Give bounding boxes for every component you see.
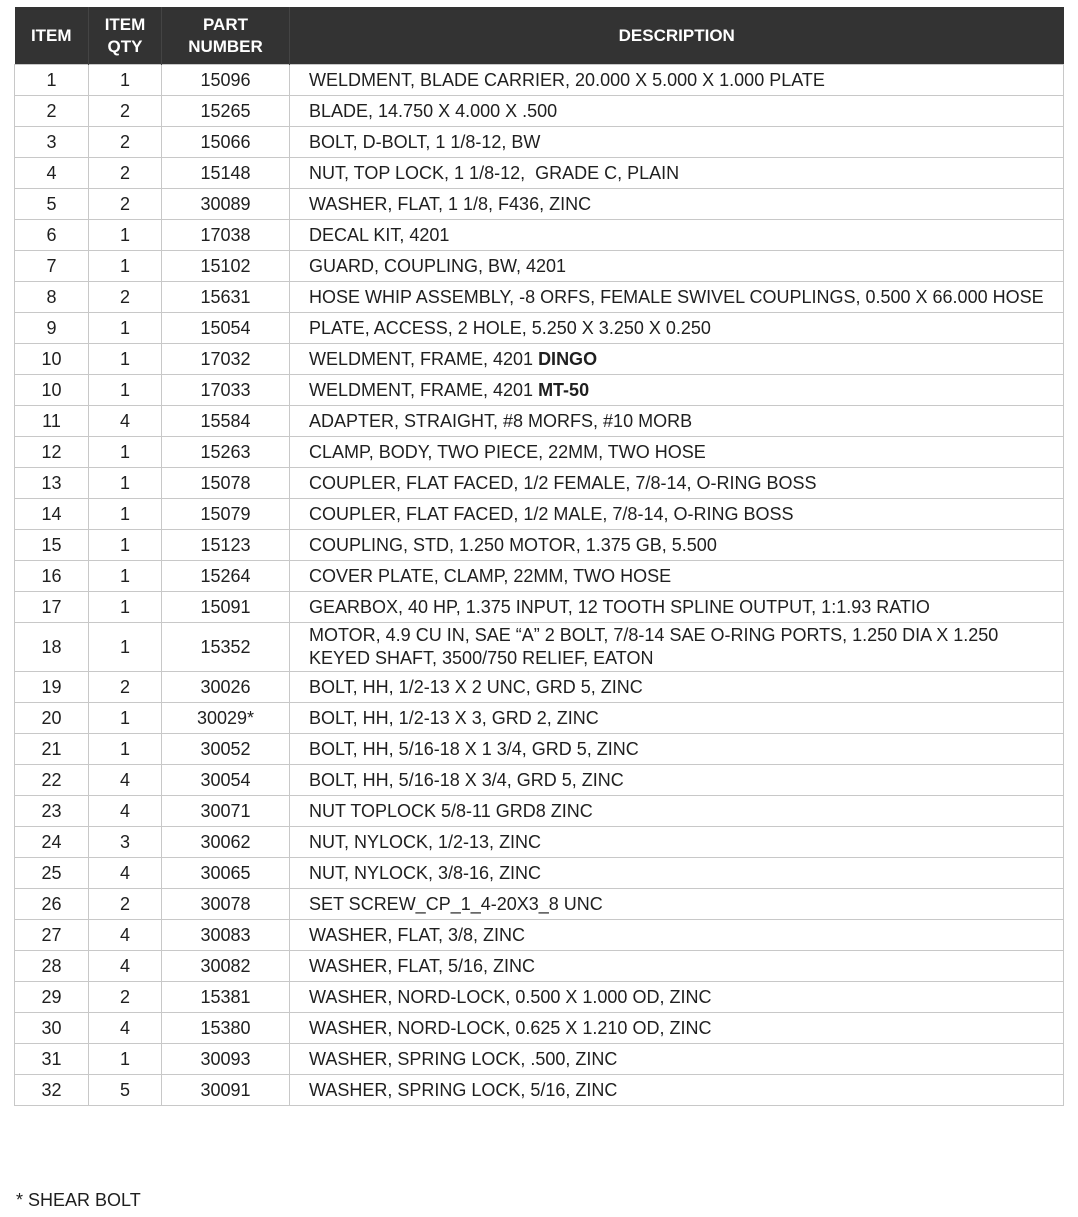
table-row	[15, 530, 1064, 561]
description-text: PLATE, ACCESS, 2 HOLE, 5.250 X 3.250 X 0.250	[309, 317, 711, 338]
table-row	[15, 623, 1064, 672]
cell-description	[290, 672, 1064, 703]
table-row	[15, 437, 1064, 468]
cell-description	[290, 703, 1064, 734]
cell-item: 26	[15, 889, 89, 920]
cell-qty: 1	[89, 251, 162, 282]
cell-item: 32	[15, 1075, 89, 1106]
cell-part-number: 15123	[162, 530, 290, 561]
cell-part-number: 15078	[162, 468, 290, 499]
description-text: WASHER, FLAT, 1 1/8, F436, ZINC	[309, 193, 592, 214]
cell-part-number: 30082	[162, 951, 290, 982]
cell-description	[290, 468, 1064, 499]
cell-qty: 2	[89, 282, 162, 313]
cell-item: 29	[15, 982, 89, 1013]
cell-item: 19	[15, 672, 89, 703]
table-row	[15, 561, 1064, 592]
cell-qty: 5	[89, 1075, 162, 1106]
header-description	[290, 7, 1064, 65]
cell-description	[290, 623, 1064, 672]
cell-qty: 1	[89, 344, 162, 375]
cell-item: 17	[15, 592, 89, 623]
table-row	[15, 65, 1064, 96]
cell-item: 23	[15, 796, 89, 827]
cell-part-number: 30054	[162, 765, 290, 796]
table-row	[15, 344, 1064, 375]
description-text: COVER PLATE, CLAMP, 22MM, TWO HOSE	[309, 565, 672, 586]
cell-description	[290, 96, 1064, 127]
cell-part-number: 30026	[162, 672, 290, 703]
cell-part-number: 15102	[162, 251, 290, 282]
cell-qty: 2	[89, 158, 162, 189]
cell-description	[290, 982, 1064, 1013]
description-text: BLADE, 14.750 X 4.000 X .500	[309, 100, 558, 121]
table-row	[15, 951, 1064, 982]
cell-qty: 1	[89, 623, 162, 672]
description-text: BOLT, HH, 5/16-18 X 3/4, GRD 5, ZINC	[309, 769, 624, 790]
cell-qty: 4	[89, 920, 162, 951]
table-row	[15, 282, 1064, 313]
table-body	[15, 65, 1064, 1106]
cell-item: 12	[15, 437, 89, 468]
cell-item: 20	[15, 703, 89, 734]
cell-part-number: 15264	[162, 561, 290, 592]
description-text: COUPLING, STD, 1.250 MOTOR, 1.375 GB, 5.500	[309, 534, 717, 555]
cell-description	[290, 499, 1064, 530]
cell-qty: 1	[89, 313, 162, 344]
cell-description	[290, 375, 1064, 406]
cell-item: 31	[15, 1044, 89, 1075]
cell-qty: 2	[89, 889, 162, 920]
cell-qty: 2	[89, 96, 162, 127]
table-row	[15, 920, 1064, 951]
cell-part-number: 15148	[162, 158, 290, 189]
cell-item: 2	[15, 96, 89, 127]
table-row	[15, 499, 1064, 530]
description-text: DECAL KIT, 4201	[309, 224, 450, 245]
header-row	[15, 7, 1064, 65]
cell-qty: 4	[89, 951, 162, 982]
cell-description	[290, 344, 1064, 375]
table-header	[15, 7, 1064, 65]
description-text: WASHER, NORD-LOCK, 0.625 X 1.210 OD, ZINC	[309, 1017, 712, 1038]
description-text: WELDMENT, FRAME, 4201	[309, 379, 539, 400]
header-description-label: DESCRIPTION	[618, 25, 735, 45]
header-item-label: ITEM	[30, 25, 72, 45]
cell-item: 6	[15, 220, 89, 251]
header-qty-line2: QTY	[107, 36, 143, 56]
cell-item: 5	[15, 189, 89, 220]
cell-item: 13	[15, 468, 89, 499]
header-part-line1: PART	[202, 14, 248, 34]
cell-item: 4	[15, 158, 89, 189]
cell-item: 11	[15, 406, 89, 437]
cell-part-number: 30071	[162, 796, 290, 827]
cell-qty: 1	[89, 1044, 162, 1075]
cell-part-number: 15265	[162, 96, 290, 127]
table-row	[15, 189, 1064, 220]
description-text: NUT, TOP LOCK, 1 1/8-12, GRADE C, PLAIN	[309, 162, 680, 183]
table-row	[15, 468, 1064, 499]
cell-part-number: 15066	[162, 127, 290, 158]
cell-item: 24	[15, 827, 89, 858]
description-text: CLAMP, BODY, TWO PIECE, 22MM, TWO HOSE	[309, 441, 706, 462]
table-row	[15, 982, 1064, 1013]
cell-description	[290, 282, 1064, 313]
cell-qty: 1	[89, 65, 162, 96]
table-row	[15, 1013, 1064, 1044]
parts-list-table	[14, 7, 1064, 1106]
cell-description	[290, 858, 1064, 889]
cell-item: 25	[15, 858, 89, 889]
cell-description	[290, 1075, 1064, 1106]
table-row	[15, 827, 1064, 858]
cell-item: 8	[15, 282, 89, 313]
cell-item: 10	[15, 375, 89, 406]
cell-part-number: 15079	[162, 499, 290, 530]
cell-description	[290, 796, 1064, 827]
cell-part-number: 30093	[162, 1044, 290, 1075]
cell-part-number: 30078	[162, 889, 290, 920]
cell-item: 16	[15, 561, 89, 592]
cell-item: 15	[15, 530, 89, 561]
cell-description	[290, 158, 1064, 189]
table-row	[15, 406, 1064, 437]
description-text: NUT, NYLOCK, 1/2-13, ZINC	[309, 831, 542, 852]
cell-description	[290, 951, 1064, 982]
description-text: WASHER, SPRING LOCK, 5/16, ZINC	[309, 1079, 618, 1100]
cell-description	[290, 437, 1064, 468]
cell-item: 3	[15, 127, 89, 158]
cell-part-number: 30052	[162, 734, 290, 765]
cell-part-number: 15091	[162, 592, 290, 623]
header-item-qty	[89, 7, 162, 65]
description-text: COUPLER, FLAT FACED, 1/2 MALE, 7/8-14, O-RING BOSS	[309, 503, 794, 524]
cell-part-number: 15352	[162, 623, 290, 672]
table-row	[15, 127, 1064, 158]
cell-qty: 2	[89, 982, 162, 1013]
cell-qty: 1	[89, 220, 162, 251]
cell-description	[290, 406, 1064, 437]
table-row	[15, 158, 1064, 189]
cell-qty: 1	[89, 375, 162, 406]
cell-description	[290, 189, 1064, 220]
cell-part-number: 30083	[162, 920, 290, 951]
description-text: WASHER, SPRING LOCK, .500, ZINC	[309, 1048, 618, 1069]
table-row	[15, 592, 1064, 623]
cell-qty: 3	[89, 827, 162, 858]
cell-qty: 4	[89, 1013, 162, 1044]
table-row	[15, 765, 1064, 796]
cell-part-number: 17038	[162, 220, 290, 251]
description-text: BOLT, HH, 1/2-13 X 3, GRD 2, ZINC	[309, 707, 599, 728]
header-part-number	[162, 7, 290, 65]
cell-description	[290, 827, 1064, 858]
cell-description	[290, 65, 1064, 96]
cell-qty: 1	[89, 468, 162, 499]
cell-qty: 1	[89, 499, 162, 530]
cell-part-number: 15584	[162, 406, 290, 437]
description-text: NUT TOPLOCK 5/8-11 GRD8 ZINC	[309, 800, 593, 821]
description-text: ADAPTER, STRAIGHT, #8 MORFS, #10 MORB	[309, 410, 693, 431]
cell-description	[290, 592, 1064, 623]
description-text: GEARBOX, 40 HP, 1.375 INPUT, 12 TOOTH SPLINE OUTPUT, 1:1.93 RATIO	[309, 596, 930, 617]
cell-part-number: 17032	[162, 344, 290, 375]
cell-item: 30	[15, 1013, 89, 1044]
description-model-bold: DINGO	[538, 348, 598, 369]
cell-item: 9	[15, 313, 89, 344]
table-row	[15, 251, 1064, 282]
cell-description	[290, 220, 1064, 251]
cell-part-number: 15380	[162, 1013, 290, 1044]
cell-qty: 4	[89, 796, 162, 827]
cell-part-number: 30091	[162, 1075, 290, 1106]
cell-description	[290, 530, 1064, 561]
description-text: MOTOR, 4.9 CU IN, SAE “A” 2 BOLT, 7/8-14 SAE O-RING PORTS, 1.250 DIA X 1.250 KEYED SHAFT, 3500/750 RELIEF, EATON	[309, 625, 1004, 668]
cell-part-number: 30029*	[162, 703, 290, 734]
table-row	[15, 375, 1064, 406]
table-row	[15, 1075, 1064, 1106]
cell-part-number: 30089	[162, 189, 290, 220]
description-text: NUT, NYLOCK, 3/8-16, ZINC	[309, 862, 542, 883]
description-text: WELDMENT, FRAME, 4201	[309, 348, 539, 369]
description-text: SET SCREW_CP_1_4-20X3_8 UNC	[309, 893, 603, 914]
cell-qty: 1	[89, 530, 162, 561]
cell-part-number: 17033	[162, 375, 290, 406]
cell-description	[290, 561, 1064, 592]
footnote: * SHEAR BOLT	[16, 1190, 141, 1210]
cell-part-number: 30062	[162, 827, 290, 858]
cell-description	[290, 1044, 1064, 1075]
cell-description	[290, 313, 1064, 344]
table-row	[15, 1044, 1064, 1075]
cell-part-number: 15631	[162, 282, 290, 313]
description-text: COUPLER, FLAT FACED, 1/2 FEMALE, 7/8-14, O-RING BOSS	[309, 472, 817, 493]
table-row	[15, 220, 1064, 251]
cell-item: 21	[15, 734, 89, 765]
cell-item: 10	[15, 344, 89, 375]
cell-description	[290, 889, 1064, 920]
table-row	[15, 889, 1064, 920]
cell-description	[290, 765, 1064, 796]
description-text: WASHER, FLAT, 3/8, ZINC	[309, 924, 526, 945]
cell-qty: 1	[89, 734, 162, 765]
table-row	[15, 96, 1064, 127]
cell-description	[290, 127, 1064, 158]
description-text: GUARD, COUPLING, BW, 4201	[309, 255, 567, 276]
description-text: HOSE WHIP ASSEMBLY, -8 ORFS, FEMALE SWIVEL COUPLINGS, 0.500 X 66.000 HOSE	[309, 286, 1044, 307]
header-item	[15, 7, 89, 65]
cell-qty: 1	[89, 592, 162, 623]
cell-part-number: 15054	[162, 313, 290, 344]
cell-part-number: 15263	[162, 437, 290, 468]
description-text: WELDMENT, BLADE CARRIER, 20.000 X 5.000 X 1.000 PLATE	[309, 69, 825, 90]
table-row	[15, 734, 1064, 765]
cell-qty: 1	[89, 437, 162, 468]
cell-item: 18	[15, 623, 89, 672]
cell-item: 14	[15, 499, 89, 530]
cell-item: 7	[15, 251, 89, 282]
cell-item: 22	[15, 765, 89, 796]
cell-qty: 4	[89, 765, 162, 796]
cell-qty: 2	[89, 127, 162, 158]
cell-description	[290, 734, 1064, 765]
cell-part-number: 30065	[162, 858, 290, 889]
cell-qty: 2	[89, 672, 162, 703]
description-text: BOLT, HH, 1/2-13 X 2 UNC, GRD 5, ZINC	[309, 676, 643, 697]
cell-description	[290, 251, 1064, 282]
cell-qty: 2	[89, 189, 162, 220]
table-row	[15, 796, 1064, 827]
table-row	[15, 313, 1064, 344]
header-part-line2: NUMBER	[188, 36, 263, 56]
cell-part-number: 15381	[162, 982, 290, 1013]
description-model-bold: MT-50	[538, 379, 590, 400]
cell-qty: 1	[89, 561, 162, 592]
description-text: WASHER, NORD-LOCK, 0.500 X 1.000 OD, ZINC	[309, 986, 712, 1007]
table-row	[15, 672, 1064, 703]
description-text: BOLT, HH, 5/16-18 X 1 3/4, GRD 5, ZINC	[309, 738, 639, 759]
table-row	[15, 858, 1064, 889]
cell-qty: 1	[89, 703, 162, 734]
cell-description	[290, 920, 1064, 951]
description-text: WASHER, FLAT, 5/16, ZINC	[309, 955, 536, 976]
cell-qty: 4	[89, 858, 162, 889]
cell-item: 27	[15, 920, 89, 951]
cell-description	[290, 1013, 1064, 1044]
header-qty-line1: ITEM	[104, 14, 146, 34]
cell-item: 28	[15, 951, 89, 982]
cell-qty: 4	[89, 406, 162, 437]
description-text: BOLT, D-BOLT, 1 1/8-12, BW	[309, 131, 541, 152]
table-row	[15, 703, 1064, 734]
cell-part-number: 15096	[162, 65, 290, 96]
cell-item: 1	[15, 65, 89, 96]
